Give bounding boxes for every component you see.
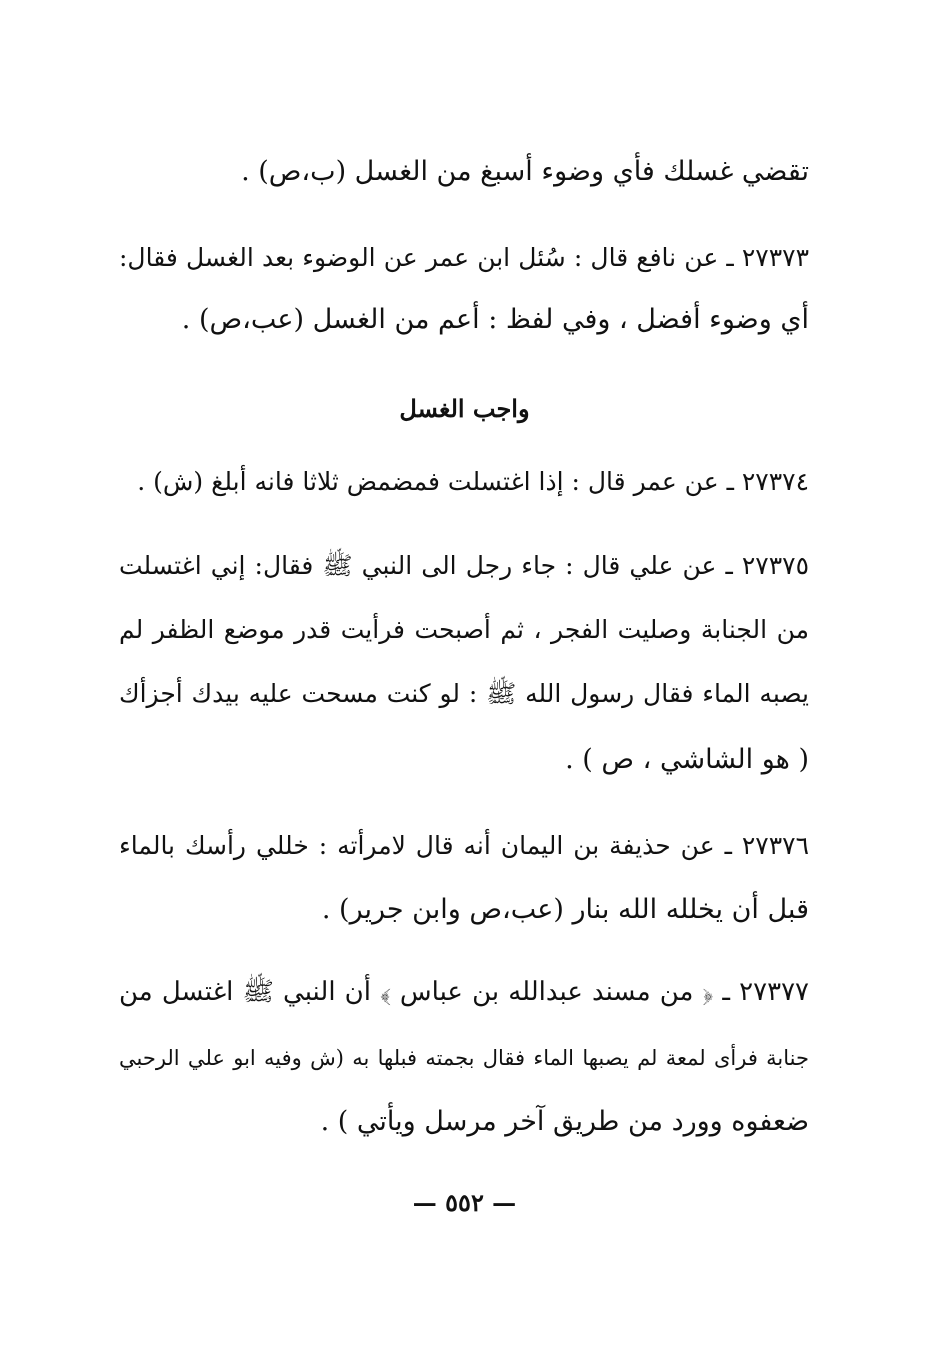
- hadith-27375-line-3: يصبه الماء فقال رسول الله ﷺ : لو كنت مسحت عليه بيدك أجزأك: [119, 679, 809, 708]
- hadith-27376-line-1: ۲۷۳۷٦ ـ عن حذيفة بن اليمان أنه قال لامرأته : خللي رأسك بالماء: [119, 831, 809, 860]
- hadith-27375-line-1: ۲۷۳۷٥ ـ عن علي قال : جاء رجل الى النبي ﷺ فقال: إني اغتسلت: [119, 551, 809, 580]
- hadith-27373-line-2: أي وضوء أفضل ، وفي لفظ : أعم من الغسل (عب،ص) .: [181, 304, 809, 335]
- hadith-27375-line-2: من الجنابة وصليت الفجر ، ثم أصبحت فرأيت قدر موضع الظفر لم: [119, 615, 809, 644]
- hadith-27377-line-3: ضعفوه وورد من طريق آخر مرسل ويأتي ) .: [320, 1106, 809, 1137]
- continuation-line-1: تقضي غسلك فأي وضوء أسبغ من الغسل (ب،ص) .: [241, 156, 809, 187]
- hadith-27373-line-1: ۲۷۳۷۳ ـ عن نافع قال : سُئل ابن عمر عن الوضوء بعد الغسل فقال:: [119, 243, 809, 272]
- hadith-27377-line-2: جنابة فرأى لمعة لم يصبها الماء فقال بجمته فبلها به (ش وفيه ابو علي الرحبي: [119, 1046, 809, 1070]
- hadith-27374-line-1: ۲۷۳۷٤ ـ عن عمر قال : إذا اغتسلت فمضمض ثلاثا فانه أبلغ (ش) .: [137, 467, 809, 496]
- hadith-27377-line-1: ۲۷۳۷۷ ـ ﴿ من مسند عبدالله بن عباس ﴾ أن النبي ﷺ اغتسل من: [119, 977, 809, 1007]
- page-number: — ٥٥٢ —: [412, 1188, 517, 1217]
- hadith-27375-line-4: ( هو الشاشي ، ص ) .: [565, 744, 809, 775]
- hadith-27376-line-2: قبل أن يخلله الله بنار (عب،ص وابن جرير) .: [321, 894, 809, 925]
- section-heading: واجب الغسل: [399, 394, 530, 423]
